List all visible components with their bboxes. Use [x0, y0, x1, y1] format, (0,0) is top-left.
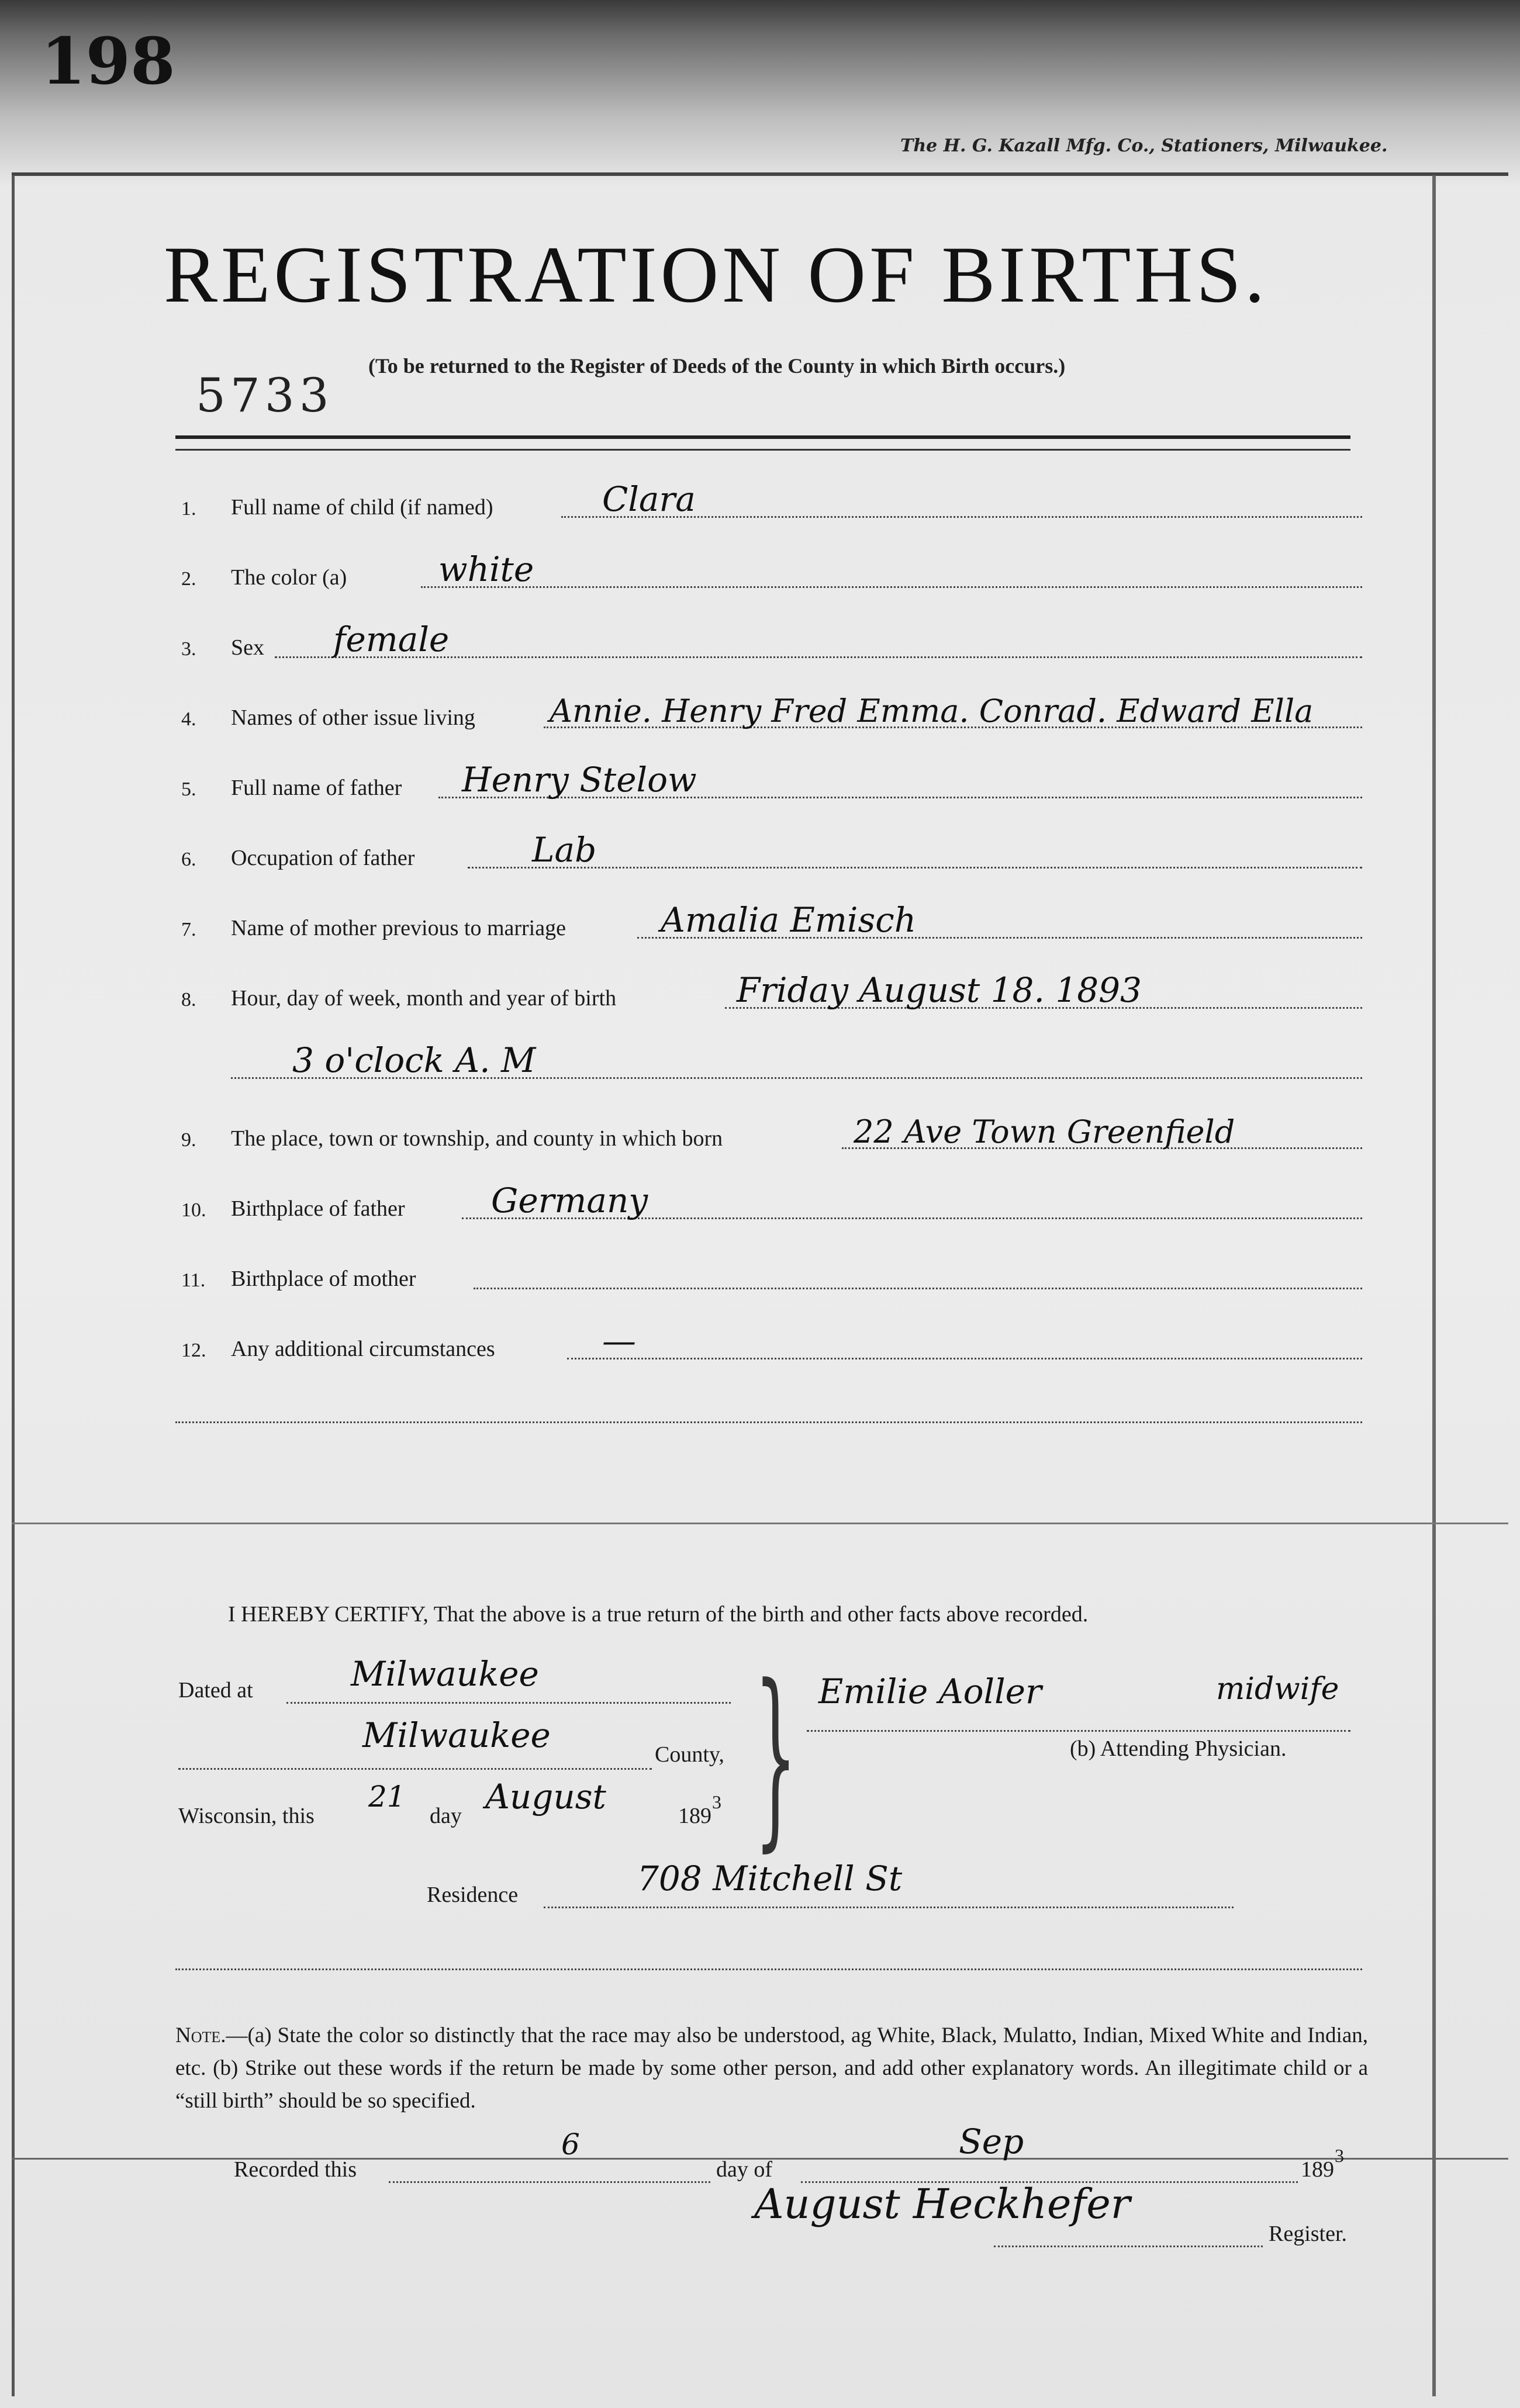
field-label: Hour, day of week, month and year of birth	[231, 986, 617, 1011]
field-row-mother-birthplace	[181, 1251, 1362, 1298]
recorded-label: Recorded this	[234, 2157, 357, 2182]
top-border	[12, 172, 1508, 176]
certification-statement: I HEREBY CERTIFY, That the above is a true return of the birth and other facts above recorded.	[228, 1602, 1089, 1627]
cert-day-label: day	[430, 1804, 462, 1828]
additional-value: —	[602, 1321, 636, 1361]
recorded-day-value: 6	[561, 2127, 580, 2161]
fill-line	[468, 867, 1362, 869]
child-name-value: Clara	[602, 479, 696, 519]
field-row-father-occupation	[181, 830, 1362, 877]
field-row-sex	[181, 620, 1362, 666]
field-number: 6.	[181, 849, 196, 870]
field-number: 10.	[181, 1199, 206, 1221]
field-row-mother-maiden-name	[181, 900, 1362, 947]
recorded-year-suffix: 3	[1335, 2145, 1344, 2166]
curly-brace: }	[754, 1644, 797, 1869]
field-row-birthplace	[181, 1110, 1362, 1157]
field-number: 8.	[181, 989, 196, 1011]
fill-line	[389, 2181, 710, 2183]
header-rule-thick	[175, 435, 1350, 439]
field-number: 5.	[181, 779, 196, 800]
left-border	[12, 175, 15, 2396]
father-birthplace-value: Germany	[491, 1181, 648, 1220]
attending-physician-label: (b) Attending Physician.	[1070, 1736, 1287, 1761]
cert-year-suffix: 3	[712, 1791, 721, 1812]
recorded-year-prefix: 189	[1301, 2157, 1334, 2182]
fill-line	[178, 1768, 652, 1770]
register-label: Register.	[1269, 2222, 1348, 2246]
header-rule-thin	[175, 449, 1350, 451]
field-label: Full name of child (if named)	[231, 495, 493, 520]
county-value: Milwaukee	[362, 1715, 551, 1755]
attendant-name-value: Emilie Aoller	[818, 1672, 1042, 1711]
cert-month-value: August	[485, 1777, 606, 1817]
field-row-child-name	[181, 479, 1362, 526]
field-row-additional	[181, 1321, 1362, 1368]
serial-number: 5733	[196, 368, 334, 423]
fill-line	[994, 2246, 1263, 2247]
birthplace-value: 22 Ave Town Greenfield	[854, 1113, 1235, 1150]
fill-line	[807, 1730, 1350, 1732]
footnote	[175, 2019, 1368, 2118]
dated-at-label: Dated at	[178, 1678, 253, 1703]
field-label: The place, town or township, and county in which born	[231, 1126, 723, 1151]
field-label: Birthplace of father	[231, 1196, 405, 1221]
field-row-father-birthplace	[181, 1181, 1362, 1227]
fill-line	[421, 586, 1362, 588]
blank-fill-line	[175, 1421, 1362, 1423]
form-subtitle: (To be returned to the Register of Deeds of the County in which Birth occurs.)	[368, 354, 1066, 378]
sex-value: female	[333, 620, 450, 659]
birth-date-value: Friday August 18. 1893	[737, 970, 1142, 1010]
recorded-month-value: Sep	[959, 2122, 1024, 2161]
field-number: 3.	[181, 638, 196, 660]
field-number: 1.	[181, 498, 196, 520]
field-label: Any additional circumstances	[231, 1337, 495, 1361]
field-number: 9.	[181, 1129, 196, 1151]
fill-line	[544, 1907, 1234, 1908]
cert-year-prefix: 189	[678, 1804, 711, 1828]
other-issue-value: Annie. Henry Fred Emma. Conrad. Edward Ella	[550, 693, 1314, 729]
mother-maiden-name-value: Amalia Emisch	[661, 900, 917, 940]
field-label: The color (a)	[231, 565, 347, 590]
field-label: Birthplace of mother	[231, 1267, 416, 1291]
field-number: 12.	[181, 1340, 206, 1361]
dated-at-value: Milwaukee	[351, 1654, 539, 1694]
field-row-birth-time	[181, 970, 1362, 1017]
field-row-color	[181, 549, 1362, 596]
form-title: REGISTRATION OF BIRTHS.	[164, 230, 1269, 319]
field-number: 7.	[181, 919, 196, 940]
recorded-day-of-label: day of	[716, 2157, 773, 2182]
fill-line	[567, 1358, 1362, 1359]
field-label: Sex	[231, 635, 264, 660]
field-label: Name of mother previous to marriage	[231, 916, 566, 940]
field-label: Full name of father	[231, 776, 402, 800]
field-label: Names of other issue living	[231, 705, 475, 730]
father-occupation-value: Lab	[532, 830, 597, 870]
field-row-other-issue	[181, 690, 1362, 736]
county-label: County,	[655, 1742, 724, 1767]
father-name-value: Henry Stelow	[462, 760, 697, 800]
field-number: 4.	[181, 708, 196, 730]
blank-fill-line	[175, 1968, 1362, 1970]
field-number: 2.	[181, 568, 196, 590]
note-text: —(a) State the color so distinctly that the race may also be understood, ag White, Black, Mulatto, Indian, Mixed White and Indian, etc. (b) Strike out these words if the return be made by some other person, and add other explanatory words. An illegitimate child or a “still birth” should be so specified.	[175, 2023, 1368, 2113]
field-label: Occupation of father	[231, 846, 415, 870]
residence-value: 708 Mitchell St	[637, 1859, 903, 1898]
fill-line	[474, 1288, 1362, 1289]
section-divider	[12, 1523, 1508, 1524]
stationer-imprint: The H. G. Kazall Mfg. Co., Stationers, Milwaukee.	[900, 136, 1388, 156]
field-row-birth-time-continued	[181, 1040, 1362, 1087]
cert-day-value: 21	[368, 1780, 406, 1814]
field-number: 11.	[181, 1269, 206, 1291]
right-border	[1432, 175, 1436, 2396]
register-signature: August Heckhefer	[754, 2180, 1131, 2228]
residence-label: Residence	[427, 1883, 519, 1907]
note-label: Note.	[175, 2023, 226, 2047]
field-row-father-name	[181, 760, 1362, 807]
birth-hour-value: 3 o'clock A. M	[292, 1040, 536, 1080]
attendant-role-value: midwife	[1216, 1672, 1339, 1707]
wisconsin-label: Wisconsin, this	[178, 1804, 315, 1828]
page-number: 198	[41, 23, 175, 99]
color-value: white	[438, 549, 534, 589]
fill-line	[286, 1702, 731, 1704]
